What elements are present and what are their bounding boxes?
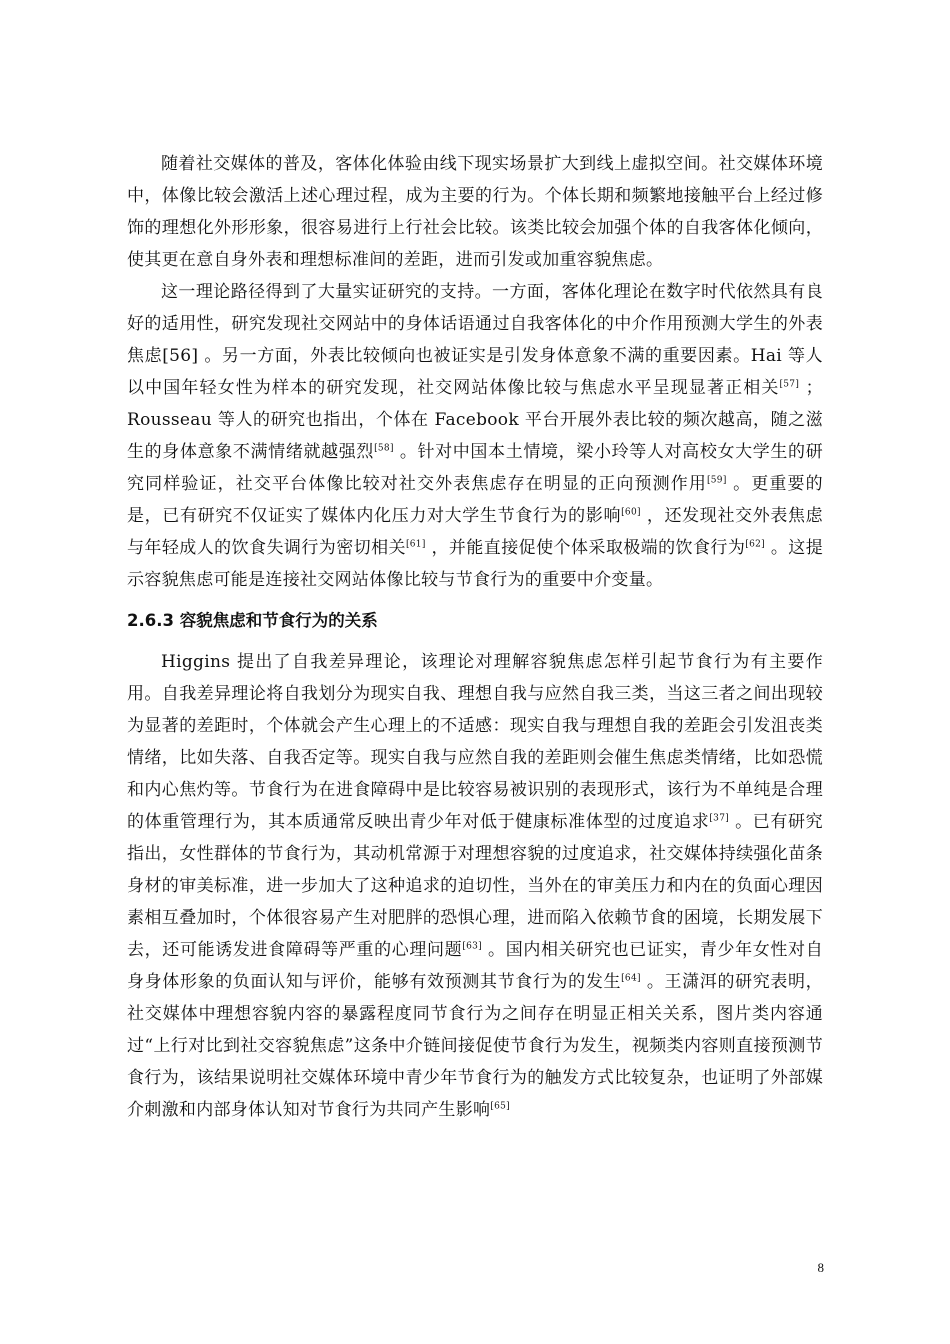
body-section-after <box>127 646 823 1126</box>
paragraph-text: 。王潇洱的研究表明，社交媒体中理想容貌内容的暴露程度同节食行为之间存在明显正相关关系，图片类内容通过“上行对比到社交容貌焦虑”这条中介链间接促使节食行为发生，视频类内容则直接预测节食行为，该结果说明社交媒体环境中青少年节食行为的触发方式比较复杂，也证明了外部媒介刺激和内部身体认知对节食行为共同产生影响 <box>127 972 823 1120</box>
citation-ref: [61] <box>405 539 426 550</box>
paragraph-text: 这一理论路径得到了大量实证研究的支持。一方面，客体化理论在数字时代依然具有良好的适用性，研究发现社交网站中的身体话语通过自我客体化的中介作用预测大学生的外表焦虑[56] 。另一方面，外表比较倾向也被证实是引发身体意象不满的重要因素。Hai 等人以中国年轻女性为样本的研究发现，社交网站体像比较与焦虑水平呈现显著正相关 <box>127 282 823 398</box>
body-paragraph <box>127 148 823 276</box>
citation-ref: [60] <box>621 507 641 518</box>
page-number: 8 <box>817 1260 824 1275</box>
citation-ref: [62] <box>745 539 765 550</box>
section-heading: 2.6.3 容貌焦虑和节食行为的关系 <box>127 611 378 630</box>
paragraph-text: 。已有研究指出，女性群体的节食行为，其动机常源于对理想容貌的过度追求，社交媒体持续强化苗条身材的审美标准，进一步加大了这种追求的迫切性，当外在的审美压力和内在的负面心理因素相互叠加时，个体很容易产生对肥胖的恐惧心理，进而陷入依赖节食的困境，长期发展下去，还可能诱发进食障碍等严重的心理问题 <box>127 812 823 960</box>
paragraph-text: Higgins 提出了自我差异理论，该理论对理解容貌焦虑怎样引起节食行为有主要作用。自我差异理论将自我划分为现实自我、理想自我与应然自我三类，当这三者之间出现较为显著的差距时，个体就会产生心理上的不适感：现实自我与理想自我的差距会引发沮丧类情绪，比如失落、自我否定等。现实自我与应然自我的差距则会催生焦虑类情绪，比如恐慌和内心焦灼等。节食行为在进食障碍中是比较容易被识别的表现形式，该行为不单纯是合理的体重管理行为，其本质通常反映出青少年对低于健康标准体型的过度追求 <box>127 652 823 832</box>
paragraph-text: 。针对中国本土情境，梁小玲等人对高校女大学生的研究同样验证，社交平台体像比较对社交外表焦虑存在明显的正向预测作用 <box>127 442 824 494</box>
citation-ref: [58] <box>374 443 394 454</box>
paragraph-text: 随着社交媒体的普及，客体化体验由线下现实场景扩大到线上虚拟空间。社交媒体环境中，体像比较会激活上述心理过程，成为主要的行为。个体长期和频繁地接触平台上经过修饰的理想化外形形象，很容易进行上行社会比较。该类比较会加强个体的自我客体化倾向，使其更在意自身外表和理想标准间的差距，进而引发或加重容貌焦虑。 <box>127 154 823 270</box>
paragraph-text: 。国内相关研究也已证实，青少年女性对自身身体形象的负面认知与评价，能够有效预测其节食行为的发生 <box>127 940 824 992</box>
document-page <box>127 148 823 1126</box>
paragraph-text: 。更重要的是，已有研究不仅证实了媒体内化压力对大学生节食行为的影响 <box>127 474 823 526</box>
paragraph-text: ，并能直接促使个体采取极端的饮食行为 <box>425 538 746 558</box>
paragraph-text: ，还发现社交外表焦虑与年轻成人的饮食失调行为密切相关 <box>127 506 823 558</box>
body-paragraph <box>127 276 823 596</box>
paragraph-text: ；Rousseau 等人的研究也指出，个体在 Facebook 平台开展外表比较的频次越高，随之滋生的身体意象不满情绪就越强烈 <box>127 378 823 462</box>
body-paragraph <box>127 646 823 1126</box>
citation-ref: [37] <box>709 813 730 824</box>
citation-ref: [59] <box>706 475 727 486</box>
body-section-before <box>127 148 823 596</box>
citation-ref: [57] <box>779 379 800 390</box>
citation-ref: [63] <box>462 941 482 952</box>
paragraph-text: 。这提示容貌焦虑可能是连接社交网站体像比较与节食行为的重要中介变量。 <box>127 538 823 590</box>
citation-ref: [65] <box>490 1101 510 1112</box>
citation-ref: [64] <box>621 973 641 984</box>
